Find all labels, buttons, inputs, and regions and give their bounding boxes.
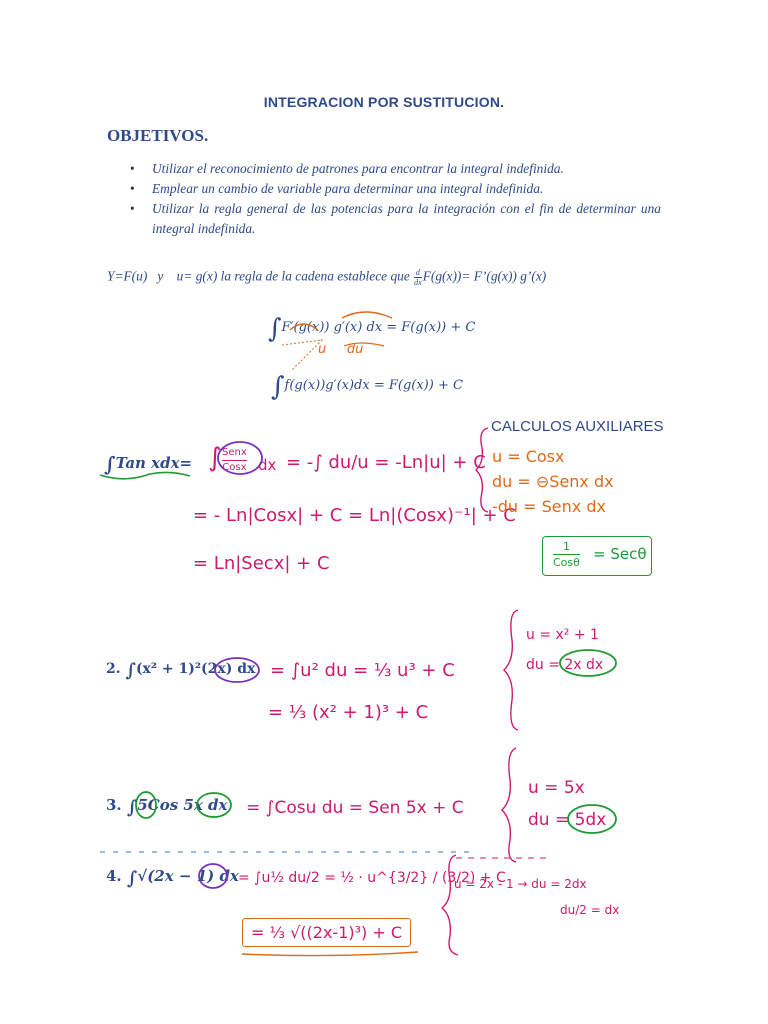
- example-3-aux-calculations: u = 5x du = 5dx: [528, 778, 607, 830]
- example-1-aux-calculations: u = Cosx du = ⊖Senx dx -du = Senx dx: [492, 447, 614, 516]
- objectives-heading: OBJETIVOS.: [107, 126, 209, 145]
- du-highlight-circle: [215, 658, 259, 682]
- pattern-bracket-mark: [290, 324, 318, 330]
- du-highlight-circle: [136, 792, 156, 818]
- du-highlight-circle: [568, 805, 616, 833]
- example-2-work-line-2: = ⅓ (x² + 1)³ + C: [268, 702, 429, 723]
- integral-sign: ∫: [271, 372, 285, 402]
- integral-sign: ∫: [126, 868, 138, 889]
- bullet-icon: •: [130, 201, 135, 216]
- example-1-label: ∫Tan xdx=: [104, 452, 193, 476]
- objective-item: • Utilizar la regla general de las potencias para la integración con el fin de determinar una integral indefinida.: [130, 201, 661, 236]
- example-2-aux-calculations: u = x² + 1 du = 2x dx: [526, 627, 604, 673]
- example-1-integrand-fraction: Senx Cosx: [222, 447, 247, 473]
- example-2-work-line-1: = ∫u² du = ⅓ u³ + C: [270, 660, 455, 681]
- label-underline-mark: [100, 472, 190, 478]
- pattern-bracket-mark: [342, 312, 392, 318]
- integral-sign: ∫: [125, 660, 136, 681]
- bullet-icon: •: [130, 161, 135, 176]
- label-underline-mark: [242, 952, 418, 956]
- objective-item: • Utilizar el reconocimiento de patrones para encontrar la integral indefinida.: [128, 159, 661, 179]
- du-highlight-circle: [197, 793, 231, 817]
- example-1-integrand: ∫: [208, 443, 222, 473]
- aux-brace-mark: [504, 610, 518, 730]
- auxiliary-calculations-title: CALCULOS AUXILIARES: [491, 418, 664, 435]
- formula-annotation: u du: [318, 342, 364, 357]
- integral-sign: ∫: [268, 314, 282, 344]
- example-2-label: 2. ∫(x² + 1)²(2x) dx: [106, 660, 256, 681]
- derivative-fraction: $\frac{d}{dx}$: [414, 268, 422, 287]
- example-4-aux-line-1: u = 2x - 1 → du = 2dx: [454, 877, 587, 891]
- chain-rule-statement: Y=F(u) y u= g(x) la regla de la cadena establece que $\frac{d}{dx}$ F(g(x))= F’(g(x)) g’(x): [107, 268, 547, 287]
- aux-brace-mark: [476, 428, 488, 512]
- example-1-work-line-1: = -∫ du/u = -Ln|u| + C: [286, 452, 486, 473]
- du-highlight-circle: [199, 864, 227, 888]
- example-4-work-line-1: = ∫u½ du/2 = ½ · u^{3/2} / (3/2) + C: [238, 870, 506, 886]
- pattern-underline-mark: [344, 343, 384, 346]
- bullet-icon: •: [130, 181, 135, 196]
- example-3-label: 3. ∫5Cos 5x dx: [106, 796, 228, 818]
- objective-item: • Emplear un cambio de variable para determinar una integral indefinida.: [128, 179, 661, 199]
- integral-sign: ∫: [126, 797, 138, 818]
- du-highlight-circle: [218, 442, 262, 474]
- example-3-work-line-1: = ∫Cosu du = Sen 5x + C: [246, 798, 464, 818]
- formula-substitution-2: ∫f(g(x))g′(x)dx = F(g(x)) + C: [271, 372, 463, 402]
- example-4-work-line-2: = ⅓ √((2x-1)³) + C: [242, 918, 411, 947]
- example-1-dx: dx: [258, 456, 277, 474]
- example-1-aux-identity-box: 1 Cosθ = Secθ: [542, 536, 652, 576]
- aux-brace-mark: [442, 855, 458, 955]
- page-title: INTEGRACION POR SUSTITUCION.: [263, 94, 505, 110]
- example-1-work-line-2: = - Ln|Cosx| + C = Ln|(Cosx)⁻¹| + C: [193, 505, 516, 526]
- example-4-aux-line-2: du/2 = dx: [560, 903, 620, 917]
- du-highlight-circle: [560, 650, 616, 676]
- example-4-label: 4. ∫√(2x − 1) dx: [106, 867, 239, 889]
- formula-substitution-1: ∫F′(g(x)) g′(x) dx = F(g(x)) + C: [268, 314, 476, 344]
- pattern-pointer-mark: [282, 340, 322, 370]
- integral-sign: ∫: [104, 452, 116, 476]
- example-1-work-line-3: = Ln|Secx| + C: [193, 553, 330, 574]
- aux-brace-mark: [502, 748, 516, 862]
